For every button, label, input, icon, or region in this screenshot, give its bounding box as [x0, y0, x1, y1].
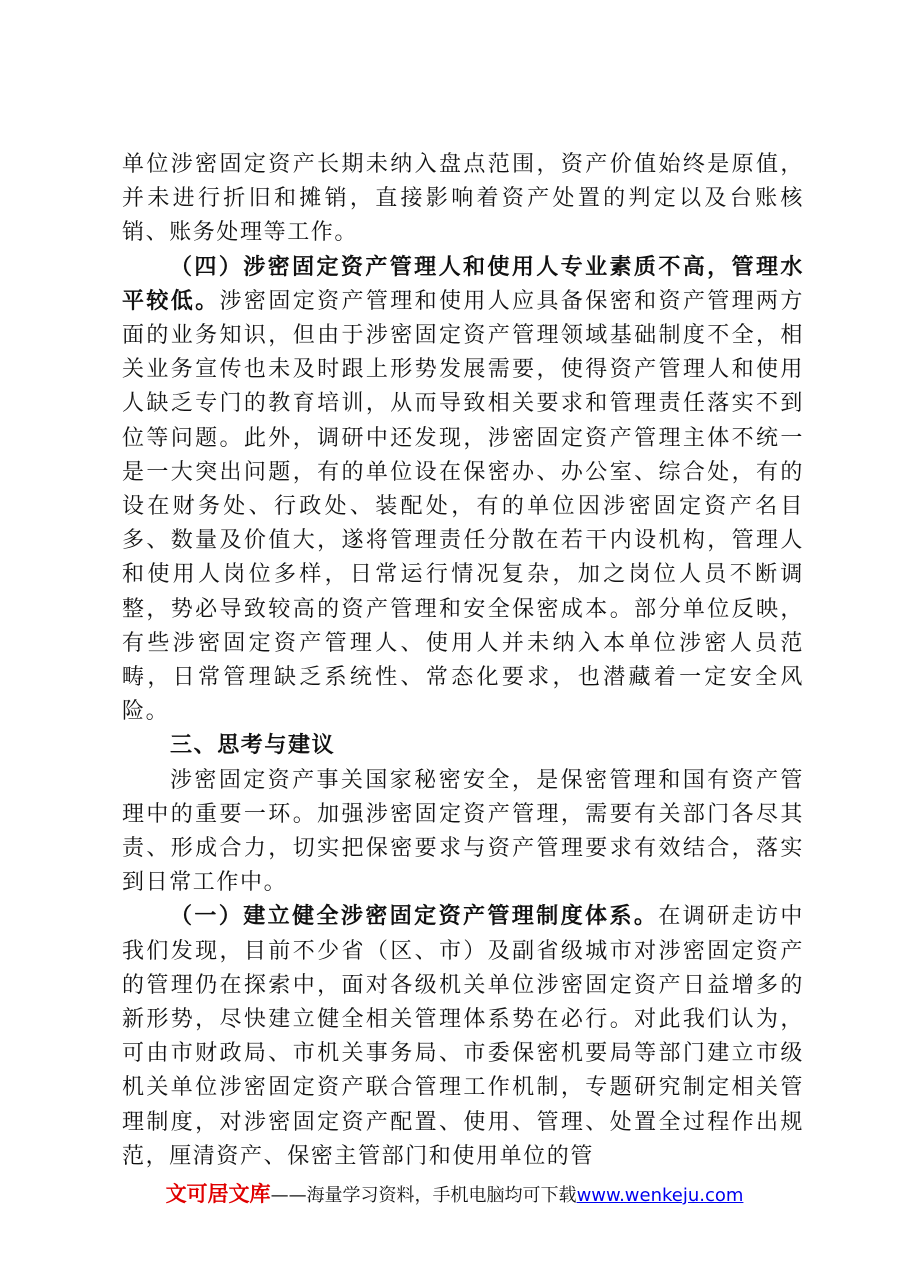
paragraph-subsection-1: [122, 900, 804, 1174]
document-body: [122, 148, 804, 1174]
section-heading-3: 三、思考与建议: [170, 733, 336, 759]
paragraph-text: 在调研走访中我们发现，目前不少省（区、市）及副省级城市对涉密固定资产的管理仍在探索中，面对各级机关单位涉密固定资产日益增多的新形势，尽快建立健全相关管理体系势在必行。对此我们认为，可由市财政局、市机关事务局、市委保密机要局等部门建立市级机关单位涉密固定资产联合管理工作机制，专题研究制定相关管理制度，对涉密固定资产配置、使用、管理、处置全过程作出规范，厘清资产、保密主管部门和使用单位的管: [122, 904, 804, 1169]
paragraph-intro: [122, 764, 804, 901]
footer-slogan: ——海量学习资料，手机电脑均可下载: [270, 1185, 577, 1206]
footer-brand: 文可居文库: [165, 1182, 271, 1206]
paragraph-continued: [122, 148, 804, 251]
paragraph-text: 涉密固定资产事关国家秘密安全，是保密管理和国有资产管理中的重要一环。加强涉密固定资产管理，需要有关部门各尽其责、形成合力，切实把保密要求与资产管理要求有效结合，落实到日常工作中。: [122, 767, 804, 896]
subsection-lead-1: （一）建立健全涉密固定资产管理制度体系。: [170, 904, 659, 930]
section-lead-4: （四）涉密固定资产管理人和使用人专业素质不高，管理水平较低。: [122, 254, 804, 314]
paragraph-section-4: [122, 251, 804, 730]
footer-link[interactable]: www.wenkeju.com: [576, 1185, 744, 1206]
paragraph-text: 单位涉密固定资产长期未纳入盘点范围，资产价值始终是原值，并未进行折旧和摊销，直接影响着资产处置的判定以及台账核销、账务处理等工作。: [122, 152, 804, 246]
paragraph-text: 涉密固定资产管理和使用人应具备保密和资产管理两方面的业务知识，但由于涉密固定资产管理领域基础制度不全，相关业务宣传也未及时跟上形势发展需要，使得资产管理人和使用人缺乏专门的教育培训，从而导致相关要求和管理责任落实不到位等问题。此外，调研中还发现，涉密固定资产管理主体不统一是一大突出问题，有的单位设在保密办、办公室、综合处，有的设在财务处、行政处、装配处，有的单位因涉密固定资产名目多、数量及价值大，遂将管理责任分散在若干内设机构，管理人和使用人岗位多样，日常运行情况复杂，加之岗位人员不断调整，势必导致较高的资产管理和安全保密成本。部分单位反映，有些涉密固定资产管理人、使用人并未纳入本单位涉密人员范畴，日常管理缺乏系统性、常态化要求，也潜藏着一定安全风险。: [122, 288, 804, 725]
footer-banner: [0, 1178, 909, 1212]
